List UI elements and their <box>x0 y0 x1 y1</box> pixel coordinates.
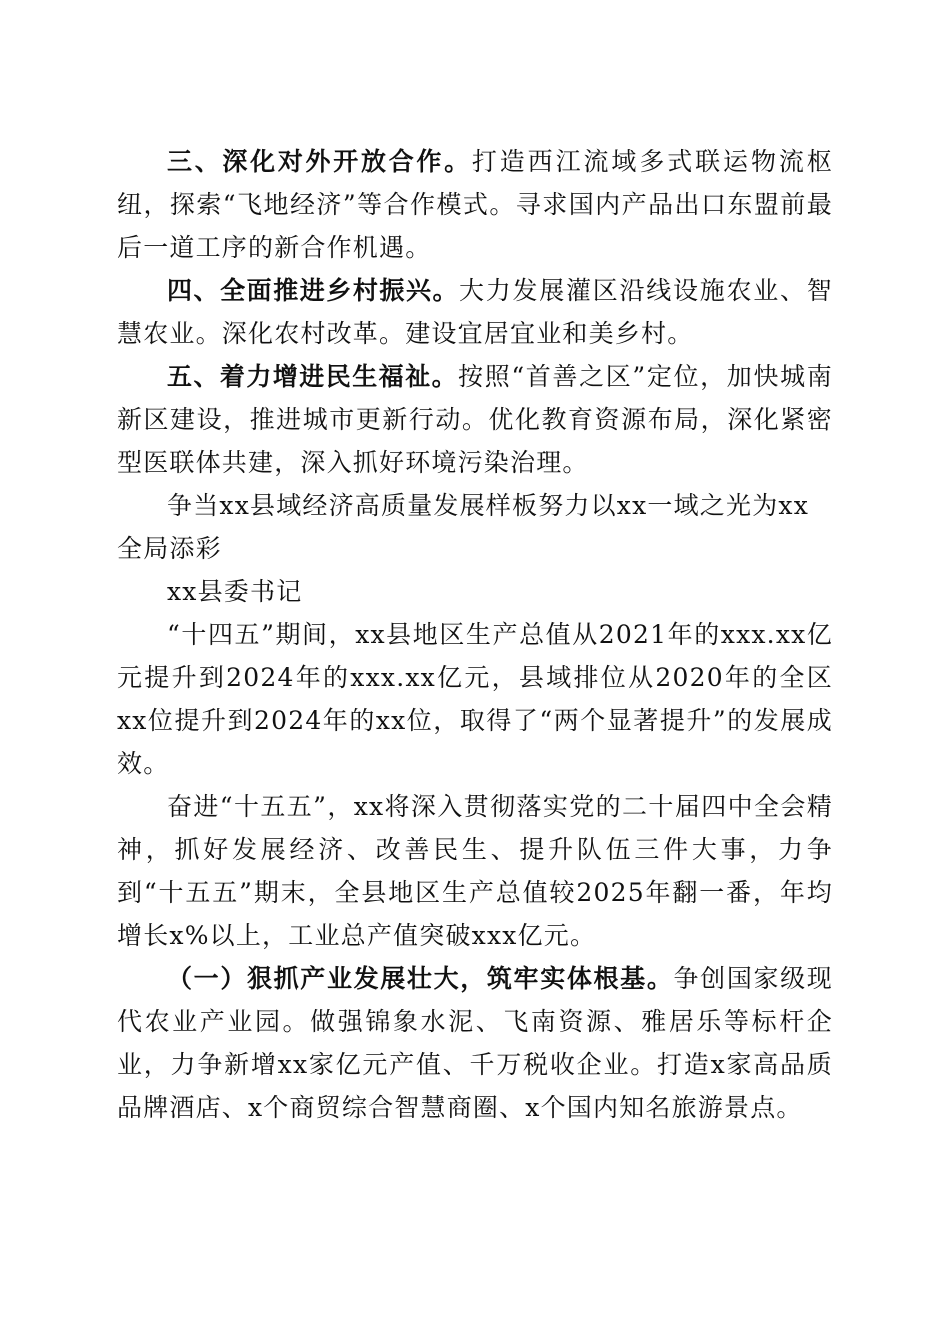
paragraph-rural-revitalization <box>117 269 833 355</box>
document-page <box>117 140 833 1129</box>
paragraph-lead: 三、深化对外开放合作。 <box>167 147 472 176</box>
paragraph-body: 按照“首善之区”定位，加快城南新区建设，推进城市更新行动。优化教育资源布局，深化紧密型医联体共建，深入抓好环境污染治理。 <box>117 362 833 477</box>
paragraph-lead: 四、全面推进乡村振兴。 <box>167 276 460 305</box>
paragraph-15th-five-year: 奋进“十五五”，xx将深入贯彻落实党的二十届四中全会精神，抓好发展经济、改善民生、提升队伍三件大事，力争到“十五五”期末，全县地区生产总值较2025年翻一番，年均增长x%以上，工业总产值突破xxx亿元。 <box>117 792 833 950</box>
paragraph-industry-development <box>117 957 833 1129</box>
paragraph-14th-five-year: “十四五”期间，xx县地区生产总值从2021年的xxx.xx亿元提升到2024年的xxx.xx亿元，县域排位从2020年的全区xx位提升到2024年的xx位，取得了“两个显著提升”的发展成效。 <box>117 620 833 778</box>
paragraph-body: 打造西江流域多式联运物流枢纽，探索“飞地经济”等合作模式。寻求国内产品出口东盟前最后一道工序的新合作机遇。 <box>117 147 833 262</box>
paragraph-lead: （一）狠抓产业发展壮大，筑牢实体根基。 <box>167 964 674 993</box>
paragraph-body: 争创国家级现代农业产业园。做强锦象水泥、飞南资源、雅居乐等标杆企业，力争新增xx家亿元产值、千万税收企业。打造x家高品质品牌酒店、x个商贸综合智慧商圈、x个国内知名旅游景点。 <box>117 964 833 1122</box>
article-author: xx县委书记 <box>167 577 303 606</box>
article-title: 争当xx县域经济高质量发展样板努力以xx一域之光为xx全局添彩 <box>117 491 809 563</box>
paragraph-open-cooperation <box>117 140 833 269</box>
paragraph-lead: 五、着力增进民生福祉。 <box>167 362 459 391</box>
paragraph-body: 大力发展灌区沿线设施农业、智慧农业。深化农村改革。建设宜居宜业和美乡村。 <box>117 276 833 348</box>
paragraph-livelihood <box>117 355 833 484</box>
